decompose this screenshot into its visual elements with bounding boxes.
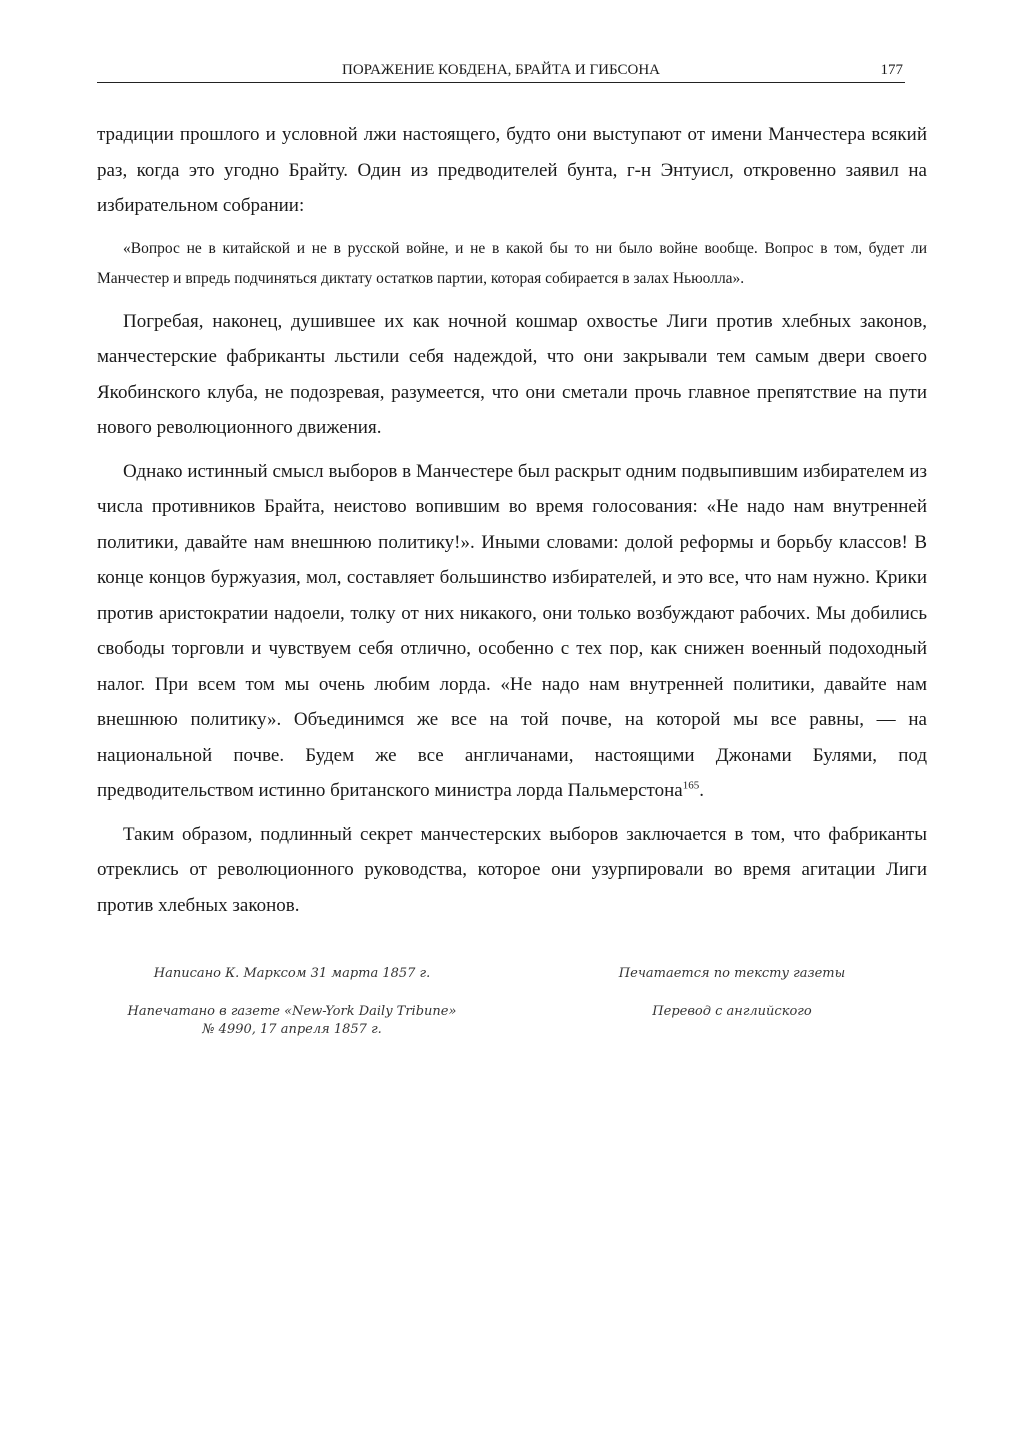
- translation-note: Перевод с английского: [652, 1004, 812, 1019]
- colophon-right: [537, 965, 927, 1021]
- paragraph-1: традиции прошлого и условной лжи настоящего, будто они выступают от имени Манчестера всякий раз, когда это угодно Брайту. Один из предводителей бунта, г-н Энтуисл, откровенно заявил на избирательном собрании:: [97, 124, 927, 216]
- paragraph-3-end: .: [699, 780, 704, 801]
- colophon-left: [97, 965, 487, 1039]
- paragraph-3: [97, 454, 927, 809]
- printed-note-line-1: Напечатано в газете «New-York Daily Tribune»: [127, 1004, 457, 1019]
- printed-note-line-2: № 4990, 17 апреля 1857 г.: [202, 1022, 382, 1037]
- source-note: Печатается по тексту газеты: [618, 966, 846, 981]
- running-header: [97, 60, 905, 83]
- paragraph-4: Таким образом, подлинный секрет манчестерских выборов заключается в том, что фабриканты отреклись от революционного руководства, которое они узурпировали во время агитации Лиги против хлебных законов.: [97, 823, 927, 916]
- paragraph-3-text: Однако истинный смысл выборов в Манчестере был раскрыт одним подвыпившим избирателем из числа противников Брайта, неистово вопившим во время голосования: «Не надо нам внутренней политики, давайте нам внешнюю политику!». Иными словами: долой реформы и борьбу классов! В конце концов буржуазия, мол, составляет большинство избирателей, и это все, что нам нужно. Крики против аристократии надоели, толку от них никакого, они только возбуждают рабочих. Мы добились свободы торговли и чувствуем себя отлично, особенно с тех пор, как снижен военный подоходный налог. При всем том мы очень любим лорда. «Не надо нам внутренней политики, давайте нам внешнюю политику». Объединимся же все на той почве, на которой мы все равны, — на национальной почве. Будем же все англичанами, настоящими Джонами Булями, под предводительством истинно британского министра лорда Пальмерстона: [97, 460, 927, 801]
- paragraph-2: Погребая, наконец, душившее их как ночной кошмар охвостье Лиги против хлебных законов, манчестерские фабриканты льстили себя надеждой, что они закрывали тем самым двери своего Якобинского клуба, не подозревая, разумеется, что они сметали прочь главное препятствие на пути нового революционного движения.: [97, 310, 927, 438]
- block-quote: «Вопрос не в китайской и не в русской войне, и не в какой бы то ни было войне вообще. Вопрос в том, будет ли Манчестер и впредь подчиняться диктату остатков партии, которая собирается в залах Ньюолла».: [97, 239, 927, 287]
- footnote-reference[interactable]: 165: [682, 779, 700, 792]
- page-number: 177: [880, 62, 903, 78]
- written-note: Написано К. Марксом 31 марта 1857 г.: [153, 966, 431, 981]
- body-text: [97, 117, 927, 923]
- running-title: ПОРАЖЕНИЕ КОБДЕНА, БРАЙТА И ГИБСОНА: [342, 62, 660, 78]
